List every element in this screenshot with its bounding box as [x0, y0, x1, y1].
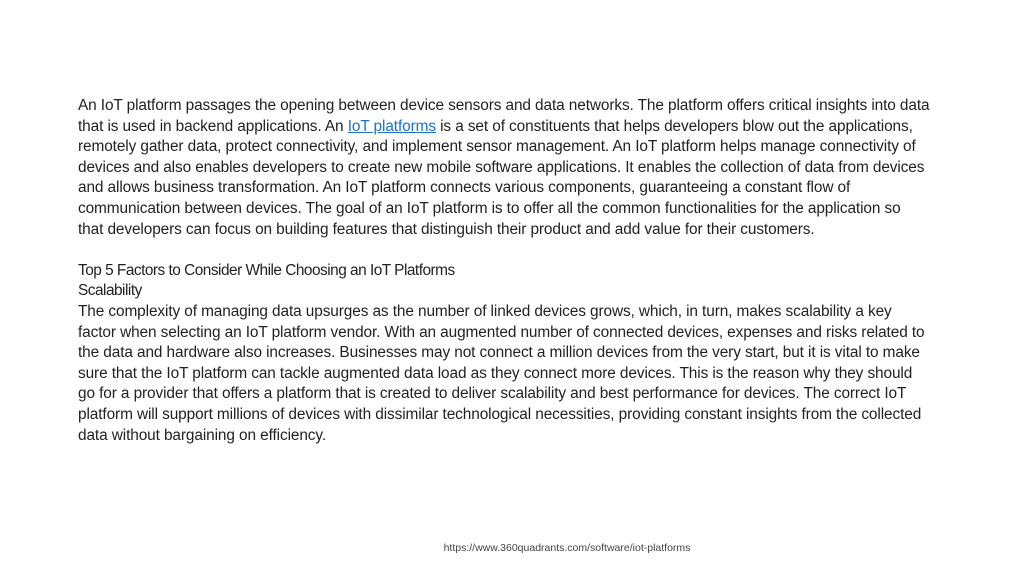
section-heading: Top 5 Factors to Consider While Choosing an IoT Platforms — [78, 261, 455, 279]
section-subheading: Scalability — [78, 282, 142, 300]
intro-text-after-link: is a set of constituents that helps developers blow out the applications, remotely gather data, protect connectivity, and implement sensor management. An IoT platform helps manage connectivity of devices and also enables developers to create new mobile software applications. It enables the collection of data from devices and allows business transformation. An IoT platform connects various components, guaranteeing a constant flow of communication between devices. The goal of an IoT platform is to offer all the common functionalities for the application so that developers can focus on building features that distinguish their product and add value for their customers. — [78, 117, 925, 238]
paragraph-spacer — [78, 240, 930, 261]
iot-platforms-link[interactable]: IoT platforms — [347, 117, 436, 135]
slide-content — [78, 96, 930, 446]
source-url: https://www.360quadrants.com/software/iot-platforms — [443, 542, 691, 554]
scalability-paragraph: The complexity of managing data upsurges as the number of linked devices grows, which, in turn, makes scalability a key factor when selecting an IoT platform vendor. With an augmented number of connected devices, expenses and risks related to the data and hardware also increases. Businesses may not connect a million devices from the very start, but it is vital to make sure that the IoT platform can tackle augmented data load as they connect more devices. This is the reason why they should go for a provider that offers a platform that is created to deliver scalability and best performance for devices. The correct IoT platform will support millions of devices with dissimilar technological necessities, providing constant insights from the collected data without bargaining on efficiency. — [78, 302, 925, 444]
intro-text-before-link: An IoT platform passages the opening between device sensors and data networks. The platform offers critical insights into data that is used in backend applications. An — [78, 97, 930, 135]
intro-paragraph — [78, 96, 930, 240]
